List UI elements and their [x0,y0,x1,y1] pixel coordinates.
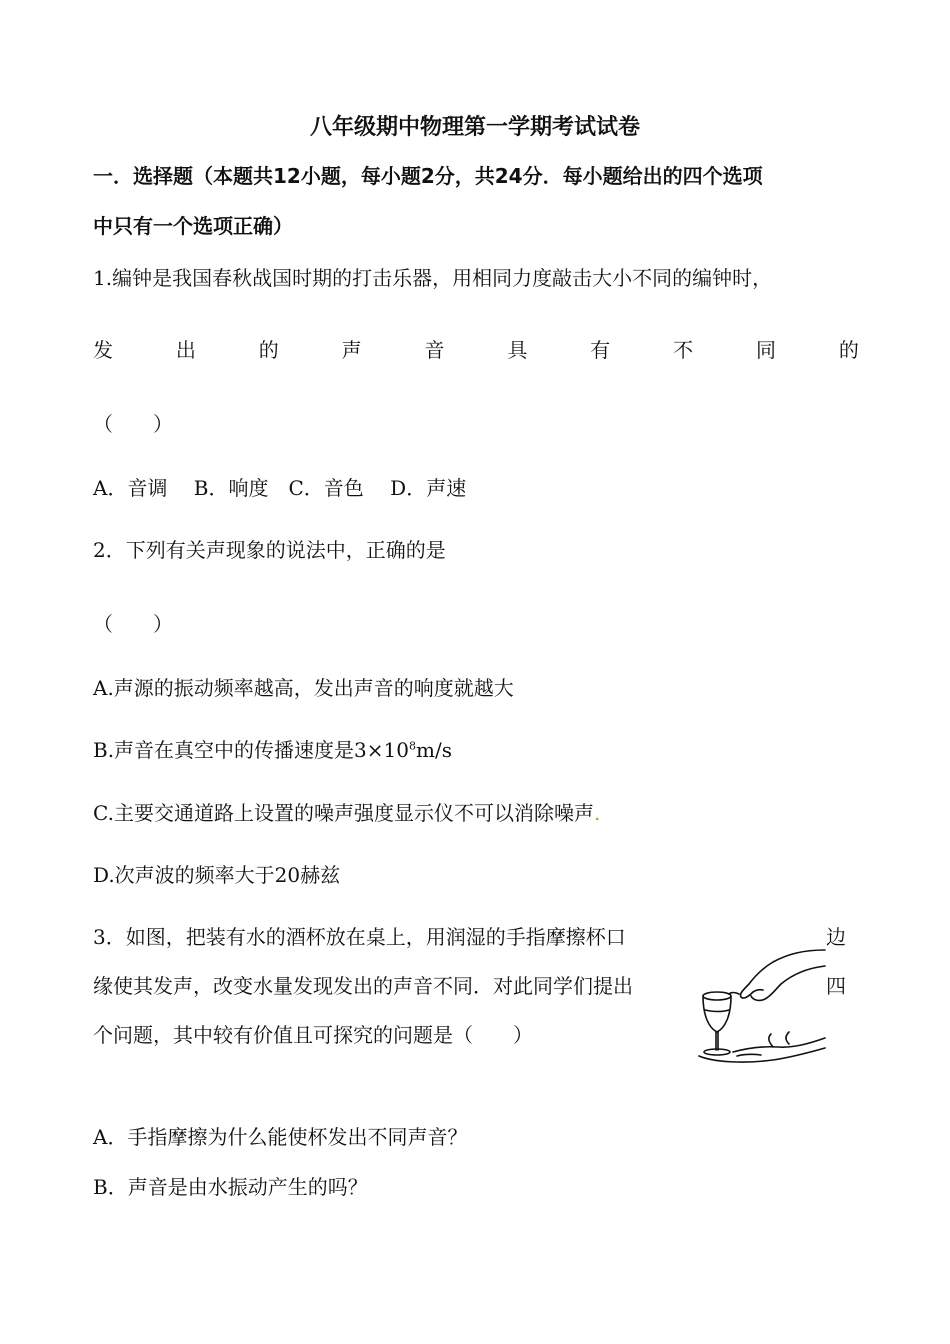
section-heading-line2: 中只有一个选项正确） [93,214,293,238]
q1-char: 的 [258,338,279,362]
q1-stem: 1.编钟是我国春秋战国时期的打击乐器，用相同力度敲击大小不同的编钟时， [93,266,773,290]
q1-char: 同 [756,338,776,362]
q2-option-c [93,801,600,825]
q3-option-a: A．手指摩擦为什么能使杯发出不同声音？ [93,1125,468,1149]
q1-char: 出 [175,338,196,362]
q1-options: A．音调 B．响度 C．音色 D．声速 [93,476,467,500]
q2-answer-paren: （ ） [93,612,173,636]
q1-char: 的 [838,338,859,362]
q1-char: 有 [590,338,611,362]
q1-char: 不 [673,338,694,362]
q1-spread-line [93,338,859,362]
q1-char: 声 [341,338,362,362]
q2-option-a: A.声源的振动频率越高，发出声音的响度就越大 [93,676,514,700]
q1-char: 发 [93,338,113,362]
page-title: 八年级期中物理第一学期考试试卷 [309,115,640,140]
q1-answer-paren: （ ） [93,412,173,436]
q3-option-b: B．声音是由水振动产生的吗？ [93,1175,368,1199]
q2-option-b-text: B.声音在真空中的传播速度是3×10 [93,738,409,762]
q3-stem-line2: 缘使其发声，改变水量发现发出的声音不同．对此同学们提出 [93,974,633,998]
q2-option-b-exponent: 8 [409,739,416,753]
q1-char: 音 [424,338,445,362]
q3-stem-line3: 个问题，其中较有价值且可探究的问题是（ ） [93,1023,533,1047]
q3-stem-line2-end: 四 [826,974,846,998]
q3-stem-line1-end: 边 [826,925,846,949]
q3-stem-line1: 3．如图，把装有水的酒杯放在桌上，用润湿的手指摩擦杯口 [93,925,626,949]
q1-char: 具 [507,338,528,362]
section-heading-line1: 一．选择题（本题共12小题，每小题2分，共24分．每小题给出的四个选项 [93,164,763,188]
q2-option-b-unit: m/s [416,738,452,762]
wine-glass-hand-icon [693,944,828,1069]
wine-glass-hand-figure [693,944,828,1069]
q2-stem: 2．下列有关声现象的说法中，正确的是 [93,538,446,562]
q2-option-c-period: . [593,801,601,825]
q2-option-b [93,738,452,762]
q2-option-c-text: C.主要交通道路上设置的噪声强度显示仪不可以消除噪声 [93,801,594,825]
q2-option-d: D.次声波的频率大于20赫兹 [93,863,341,887]
